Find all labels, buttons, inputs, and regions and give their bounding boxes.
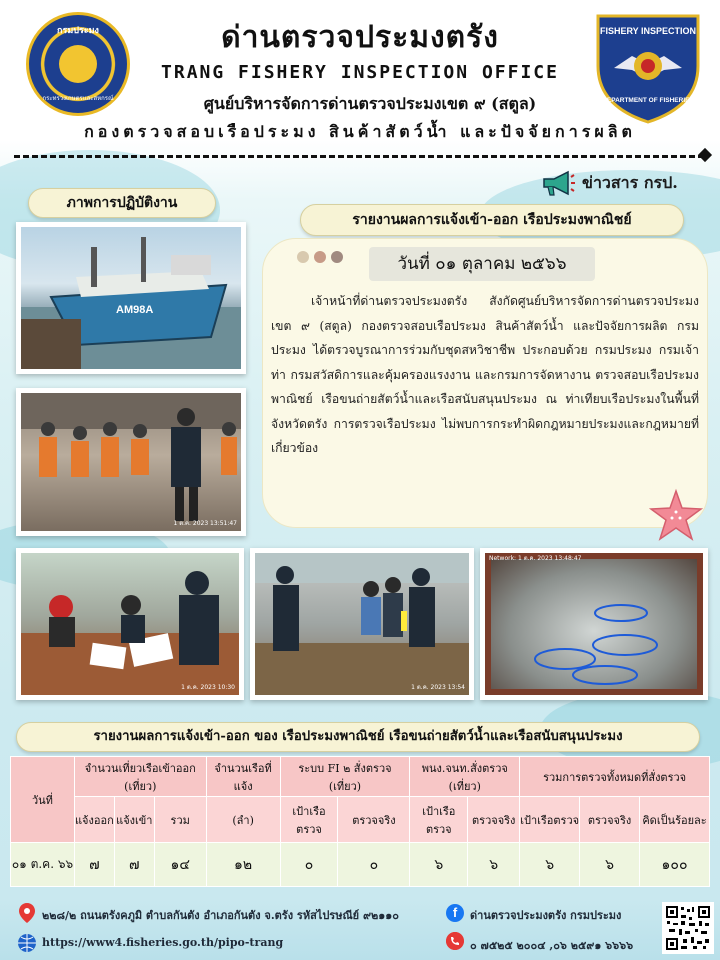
starfish-icon xyxy=(648,488,704,544)
location-pin-icon xyxy=(16,902,38,924)
photo-dock-inspection xyxy=(250,548,474,700)
footer-address: ๒๒๘/๒ ถนนตรังคภูมิ ตำบลกันตัง อำเภอกันตัง จ.ตรัง รหัสไปรษณีย์ ๙๒๑๑๐ xyxy=(42,909,399,922)
news-tag xyxy=(540,168,678,198)
page-title: ด่านตรวจประมงตรัง xyxy=(221,20,499,55)
photo-timestamp: 1 ต.ค. 2023 13:51:47 xyxy=(173,520,237,528)
department-of-fisheries-logo xyxy=(26,12,130,116)
table-subheader: ตรวจจริง xyxy=(468,797,520,843)
table-cell: ๐๑ ต.ค. ๖๖ xyxy=(11,843,75,887)
table-cell: ๖ xyxy=(468,843,520,887)
table-header-total: รวมการตรวจทั้งหมดที่สั่งตรวจ xyxy=(520,757,710,797)
footer-facebook[interactable]: ด่านตรวจประมงตรัง กรมประมง xyxy=(470,909,622,922)
photo-document-check xyxy=(16,548,244,700)
page-title-english: TRANG FISHERY INSPECTION OFFICE xyxy=(161,62,559,83)
table-cell: ๖ xyxy=(520,843,580,887)
boat-registration: AM98A xyxy=(116,304,154,316)
report-table xyxy=(10,756,710,887)
logo-left-bottom-text: กระทรวงเกษตรและสหกรณ์ xyxy=(42,95,114,102)
facebook-icon: f xyxy=(446,904,464,922)
photo-fishing-boat xyxy=(16,222,246,374)
document-check-illustration xyxy=(21,553,239,695)
table-subheader: เป้าเรือตรวจ xyxy=(280,797,338,843)
footer-phone: ๐ ๗๕๒๕ ๒๐๐๔ ,๐๖ ๒๕๙๑ ๖๖๖๖ xyxy=(470,939,634,952)
table-title: รายงานผลการแจ้งเข้า-ออก ของ เรือประมงพาณิชย์ เรือขนถ่ายสัตว์น้ำและเรือสนับสนุนประมง xyxy=(16,722,700,752)
table-header-trips: จำนวนเที่ยวเรือเข้าออก (เที่ยว) xyxy=(74,757,206,797)
photo-fish-hold xyxy=(480,548,708,700)
photo-timestamp: Network: 1 ต.ค. 2023 13:48:47 xyxy=(489,555,582,562)
table-subheader: เป้าเรือตรวจ xyxy=(520,797,580,843)
photo-crew-inspection xyxy=(16,388,246,536)
megaphone-icon xyxy=(540,169,576,197)
globe-icon xyxy=(16,932,38,954)
table-subheader: คิดเป็นร้อยละ xyxy=(640,797,710,843)
report-body-text: เจ้าหน้าที่ด่านตรวจประมงตรัง สังกัดศูนย์บริหารจัดการด่านตรวจประมง เขต ๙ (สตูล) กองตรวจสอบเรือประมง สินค้าสัตว์น้ำ และปัจจัยการผลิต กรมประมง ได้ตรวจบูรณาการร่วมกับชุดสหวิชาชีพ ประกอบด้วย กรมประมง กรมเจ้าท่า กรมสวัสดิการและคุ้มครองแรงงาน และกรมการจัดหางาน ตรวจสอบเรือประมงพาณิชย์ เรือขนถ่ายสัตว์น้ำและเรือสนับสนุนประมง ณ ท่าเทียบเรือประมงในพื้นที่จังหวัดตรัง การตรวจเรือประมง ไม่พบการกระทำผิดกฎหมายประมงและกฎหมายที่เกี่ยวข้อง xyxy=(271,294,699,455)
news-tag-label: ข่าวสาร กรป. xyxy=(582,172,678,192)
table-header-date: วันที่ xyxy=(11,757,75,843)
qr-code xyxy=(662,902,714,954)
report-section-label: รายงานผลการแจ้งเข้า-ออก เรือประมงพาณิชย์ xyxy=(300,204,684,236)
logo-left-top-text: กรมประมง xyxy=(57,26,99,36)
table-header-fi2: ระบบ FI ๒ สั่งตรวจ (เที่ยว) xyxy=(280,757,410,797)
table-header-officer: พนง.จนท.สั่งตรวจ (เที่ยว) xyxy=(410,757,520,797)
boat-illustration xyxy=(21,227,241,369)
table-cell: ๖ xyxy=(580,843,640,887)
table-cell: ๑๐๐ xyxy=(640,843,710,887)
table-row xyxy=(11,843,710,887)
footer-website-link[interactable]: https://www4.fisheries.go.th/pipo-trang xyxy=(42,936,284,949)
table-cell: ๑๔ xyxy=(154,843,206,887)
fish-hold-illustration xyxy=(485,553,703,695)
fishery-inspection-logo xyxy=(592,12,704,124)
photo-section-label: ภาพการปฏิบัติงาน xyxy=(28,188,216,218)
table-subheader: (ลำ) xyxy=(206,797,280,843)
table-cell: ๖ xyxy=(410,843,468,887)
logo-emblem-icon xyxy=(59,45,97,83)
table-subheader: รวม xyxy=(154,797,206,843)
table-cell: ๐ xyxy=(280,843,338,887)
photo-timestamp: 1 ต.ค. 2023 10:30 xyxy=(181,684,235,692)
crew-illustration xyxy=(21,393,241,531)
table-subheader: แจ้งเข้า xyxy=(114,797,154,843)
logo-right-top-text: FISHERY INSPECTION xyxy=(599,26,697,36)
report-card xyxy=(262,238,708,528)
page-subtitle-division: กองตรวจสอบเรือประมง สินค้าสัตว์น้ำ และปัจจัยการผลิต xyxy=(84,122,636,141)
header-divider xyxy=(14,155,704,158)
photo-timestamp: 1 ต.ค. 2023 13:54 xyxy=(411,684,465,692)
divider-end-marker xyxy=(698,148,712,162)
logo-right-bottom-text: DEPARTMENT OF FISHERIES xyxy=(602,97,694,104)
table-cell: ๗ xyxy=(74,843,114,887)
card-decoration-dots xyxy=(297,251,343,263)
table-cell: ๗ xyxy=(114,843,154,887)
table-cell: ๑๒ xyxy=(206,843,280,887)
table-subheader: เป้าเรือตรวจ xyxy=(410,797,468,843)
table-subheader: ตรวจจริง xyxy=(580,797,640,843)
table-subheader: แจ้งออก xyxy=(74,797,114,843)
page-subtitle-center: ศูนย์บริหารจัดการด่านตรวจประมงเขต ๙ (สตูล) xyxy=(203,94,537,113)
table-cell: ๐ xyxy=(338,843,410,887)
dock-inspection-illustration xyxy=(255,553,469,695)
report-date: วันที่ ๐๑ ตุลาคม ๒๕๖๖ xyxy=(369,247,595,281)
table-subheader: ตรวจจริง xyxy=(338,797,410,843)
phone-icon xyxy=(446,932,464,950)
table-header-boats: จำนวนเรือที่แจ้ง xyxy=(206,757,280,797)
